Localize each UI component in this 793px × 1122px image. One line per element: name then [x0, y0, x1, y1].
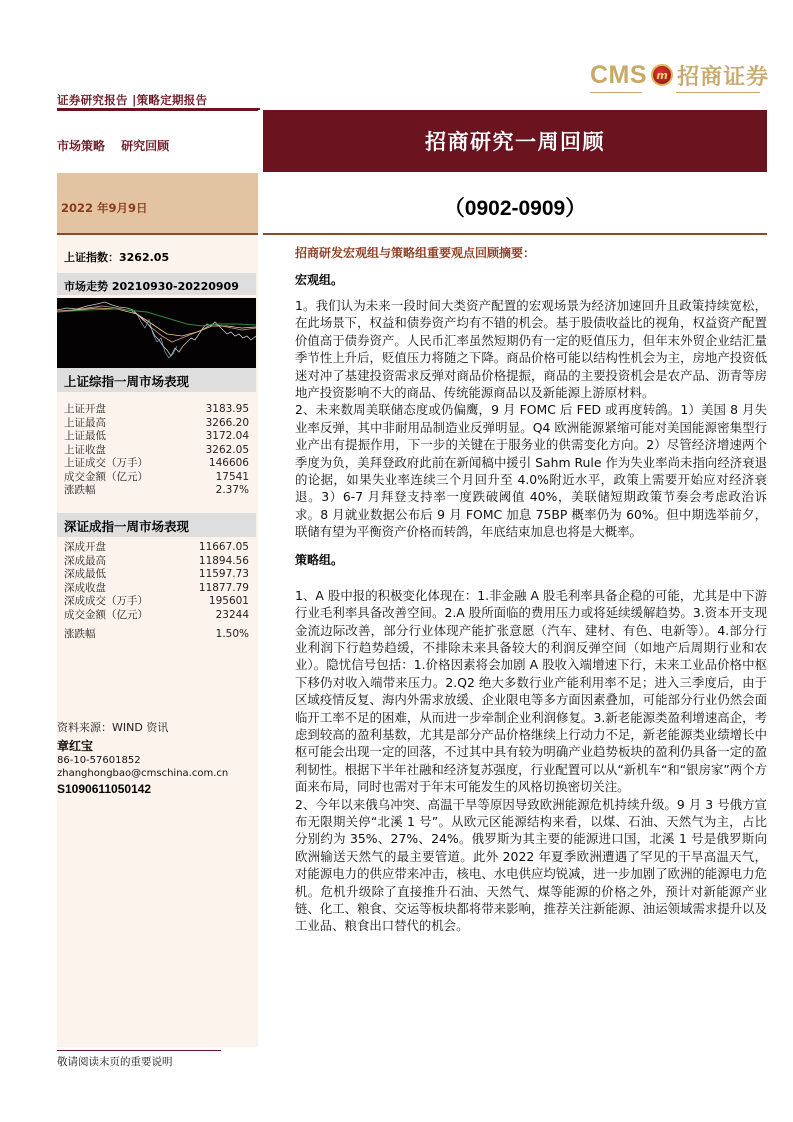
analyst-phone: 86-10-57601852: [57, 755, 141, 766]
footer-divider: [57, 1050, 221, 1051]
stat-row: [64, 430, 249, 444]
data-source: 资料来源：WIND 资讯: [57, 721, 169, 734]
stat-value: 1.50%: [215, 628, 249, 640]
logo-latin-text: CMS: [590, 60, 648, 89]
title-divider: [263, 233, 767, 235]
analyst-email[interactable]: zhanghongbao@cmschina.com.cn: [57, 768, 229, 779]
stat-row: [64, 568, 249, 582]
spacer: [295, 577, 767, 587]
stat-value: 2.37%: [215, 484, 249, 496]
stat-value: 11597.73: [198, 568, 249, 580]
stat-row: [64, 582, 249, 596]
stat-row: [64, 609, 249, 623]
analyst-name: 章红宝: [57, 739, 94, 753]
stat-label: 上证最低: [64, 430, 106, 442]
stat-value: 23244: [215, 608, 249, 621]
stat-row: [64, 457, 249, 471]
stat-label: 涨跌幅: [64, 484, 96, 496]
logo-badge-icon: m: [651, 64, 673, 86]
cms-logo: [590, 58, 769, 92]
period-subtitle: （0902-0909）: [443, 197, 587, 220]
stat-row: [64, 403, 249, 417]
stat-value: 195601: [208, 595, 249, 607]
stat-label: 深成最高: [64, 554, 106, 567]
stat-label: 深成成交（万手）: [64, 595, 148, 607]
date-box: [57, 173, 258, 233]
macro-paragraph-2: 2、未来数周美联储态度或仍偏鹰，9 月 FOMC 后 FED 或再度转鸽。1）美国 8 月失业率反弹，其中非耐用品制造业反弹明显。Q4 欧洲能源紧缩可能对美国能源密集型行业产出有提振作用，下一步的关键在于服务业的供需变化方向。2）尽管经济增速两个季度为负，美拜登政府此前在新闻稿中援引 Sahm Rule 作为失业率尚未指向经济衰退的论据，如果失业率连续三个月回升至 4.0%附近水平，政策上需要开始应对经济衰退。3）6-7 月拜登支持率一度跌破阈值 40%，美联储短期政策节奏会考虑政治诉求。8 月就业数据公布后 9 月 FOMC 加息 75BP 概率仍为 60%。但中期选举前夕，联储有望为平衡资产价格而转鸽，年底结束加息也将是大概率。: [295, 402, 767, 540]
stat-label: 深成开盘: [64, 541, 106, 553]
stat-value: 3262.05: [205, 443, 249, 456]
stat-label: 上证成交（万手）: [64, 457, 148, 469]
page-title: 招商研究一周回顾: [425, 130, 605, 154]
strategy-heading: 策略组。: [295, 552, 344, 567]
logo-underline-right: [676, 92, 760, 93]
stat-label: 深成收盘: [64, 581, 106, 594]
strategy-paragraph-2: 2、今年以来俄乌冲突、高温干旱等原因导致欧洲能源危机持续升级。9 月 3 号俄方宣布无限期关停“北溪 1 号”。从欧元区能源结构来看，以煤、石油、天然气为主，占比分别约为 35%、27%、24%。俄罗斯为其主要的能源进口国，北溪 1 号是俄罗斯向欧洲输送天然气的最主要管道。此外 2022 年夏季欧洲遭遇了罕见的干旱高温天气，对能源电力的供应带来冲击，核电、水电供应均锐减，进一步加剧了欧洲的能源电力危机。危机升级除了直接推升石油、天然气、煤等能源的价格之外，预计对新能源产业链、化工、粮食、交运等板块都将带来影响，推荐关注新能源、油运领域需求提升以及工业品、粮食出口替代的机会。: [295, 796, 767, 934]
stat-value: 11877.79: [198, 581, 249, 594]
stat-value: 146606: [208, 457, 249, 469]
stat-label: 深成最低: [64, 568, 106, 580]
stat-row: [64, 555, 249, 569]
trend-chart-graphic: [57, 298, 256, 368]
stat-label: 上证最高: [64, 416, 106, 429]
stat-row: [64, 541, 249, 555]
shanghai-stats-table: [64, 403, 249, 498]
stat-row: [64, 628, 249, 642]
analyst-certificate: S1090611050142: [57, 782, 152, 796]
stat-value: 3266.20: [205, 416, 249, 429]
stat-label: 成交金额（亿元）: [64, 470, 148, 483]
summary-heading: 招商研发宏观组与策略组重要观点回顾摘要：: [295, 246, 536, 260]
report-date: 2022 年9月9日: [61, 201, 148, 215]
market-trend-chart: [57, 298, 256, 368]
index-value-label: 上证指数：3262.05: [64, 251, 170, 264]
macro-paragraph-1: 1。我们认为未来一段时间大类资产配置的宏观场景为经济加速回升且政策持续宽松，在此场景下，权益和债券资产均有不错的机会。基于股债收益比的视角，权益资产配置价值高于债券资产。人民币汇率虽然短期仍有一定的贬值压力，但年末外贸企业结汇量季节性上升后，贬值压力将随之下降。商品价格可能以结构性机会为主，房地产投资低迷对冲了基建投资需求反弹对商品价格提振，商品的主要投资机会是农产品、沥青等房地产投资影响不大的商品、传统能源商品以及新能源上游原材料。: [295, 298, 767, 401]
strategy-paragraph-1: 1、A 股中报的积极变化体现在：1.非金融 A 股毛利率具备企稳的可能，尤其是中下游行业毛利率具备改善空间。2.A 股所面临的费用压力或将延续缓解趋势。3.资本开支现金流边际改善，部分行业体现产能扩张意愿（汽车、建材、有色、电新等）。4.部分行业利润下行趋势趋缓，不排除未来具备较大的利润反弹空间（如地产后周期行业和农业）。隐忧信号包括：1.价格因素将会加剧 A 股收入端增速下行，未来工业品价格中枢下移仍对收入端带来压力。2.Q2 绝大多数行业产能利用率不足；进入三季度后，由于区域疫情反复、海内外需求放缓、企业限电等多方面因素叠加，可能部分行业仍然会面临开工率不足的困难，从而进一步牵制企业利润修复。3.新老能源类盈利增速高企，考虑到较高的盈利基数，尤其是部分产品价格继续上行动力不足，新老能源类业绩增长中枢可能会出现一定的回落，不过其中具有较为明确产业趋势板块的盈利仍具备一定的盈利韧性。根据下半年社融和经济复苏强度，行业配置可以从“新机车“和“银房家”两个方面来布局，同时也需对于年末可能发生的风格切换密切关注。: [295, 587, 767, 795]
stat-value: 3183.95: [205, 403, 249, 415]
report-type-label: 证券研究报告 |策略定期报告: [57, 93, 208, 107]
logo-underline-left: [590, 92, 642, 93]
shanghai-section-heading: 上证综指一周市场表现: [57, 368, 256, 392]
macro-heading: 宏观组。: [295, 273, 344, 287]
market-trend-label: 市场走势 20210930-20220909: [57, 273, 256, 295]
stat-label: 涨跌幅: [64, 628, 96, 640]
stat-label: 上证开盘: [64, 403, 106, 415]
stat-row: [64, 484, 249, 498]
logo-chinese-text: 招商证券: [677, 64, 770, 90]
stat-value: 3172.04: [205, 430, 249, 442]
title-banner: [263, 110, 767, 172]
stat-label: 上证收盘: [64, 443, 106, 456]
shenzhen-stats-table: [64, 541, 249, 642]
stat-row: [64, 444, 249, 458]
left-top-divider: [57, 110, 258, 111]
market-sidebar: [57, 235, 258, 1047]
stat-value: 11667.05: [198, 541, 249, 553]
stat-value: 17541: [215, 470, 249, 483]
report-category: 市场策略 研究回顾: [57, 139, 170, 153]
spacer: [295, 541, 767, 551]
shenzhen-section-heading: 深证成指一周市场表现: [57, 513, 256, 537]
stat-row: [64, 595, 249, 609]
footer-notice: 敬请阅读末页的重要说明: [57, 1056, 173, 1068]
stat-row: [64, 471, 249, 485]
stat-row: [64, 417, 249, 431]
stat-value: 11894.56: [198, 554, 249, 567]
main-content: [295, 244, 767, 935]
stat-label: 成交金额（亿元）: [64, 608, 148, 621]
